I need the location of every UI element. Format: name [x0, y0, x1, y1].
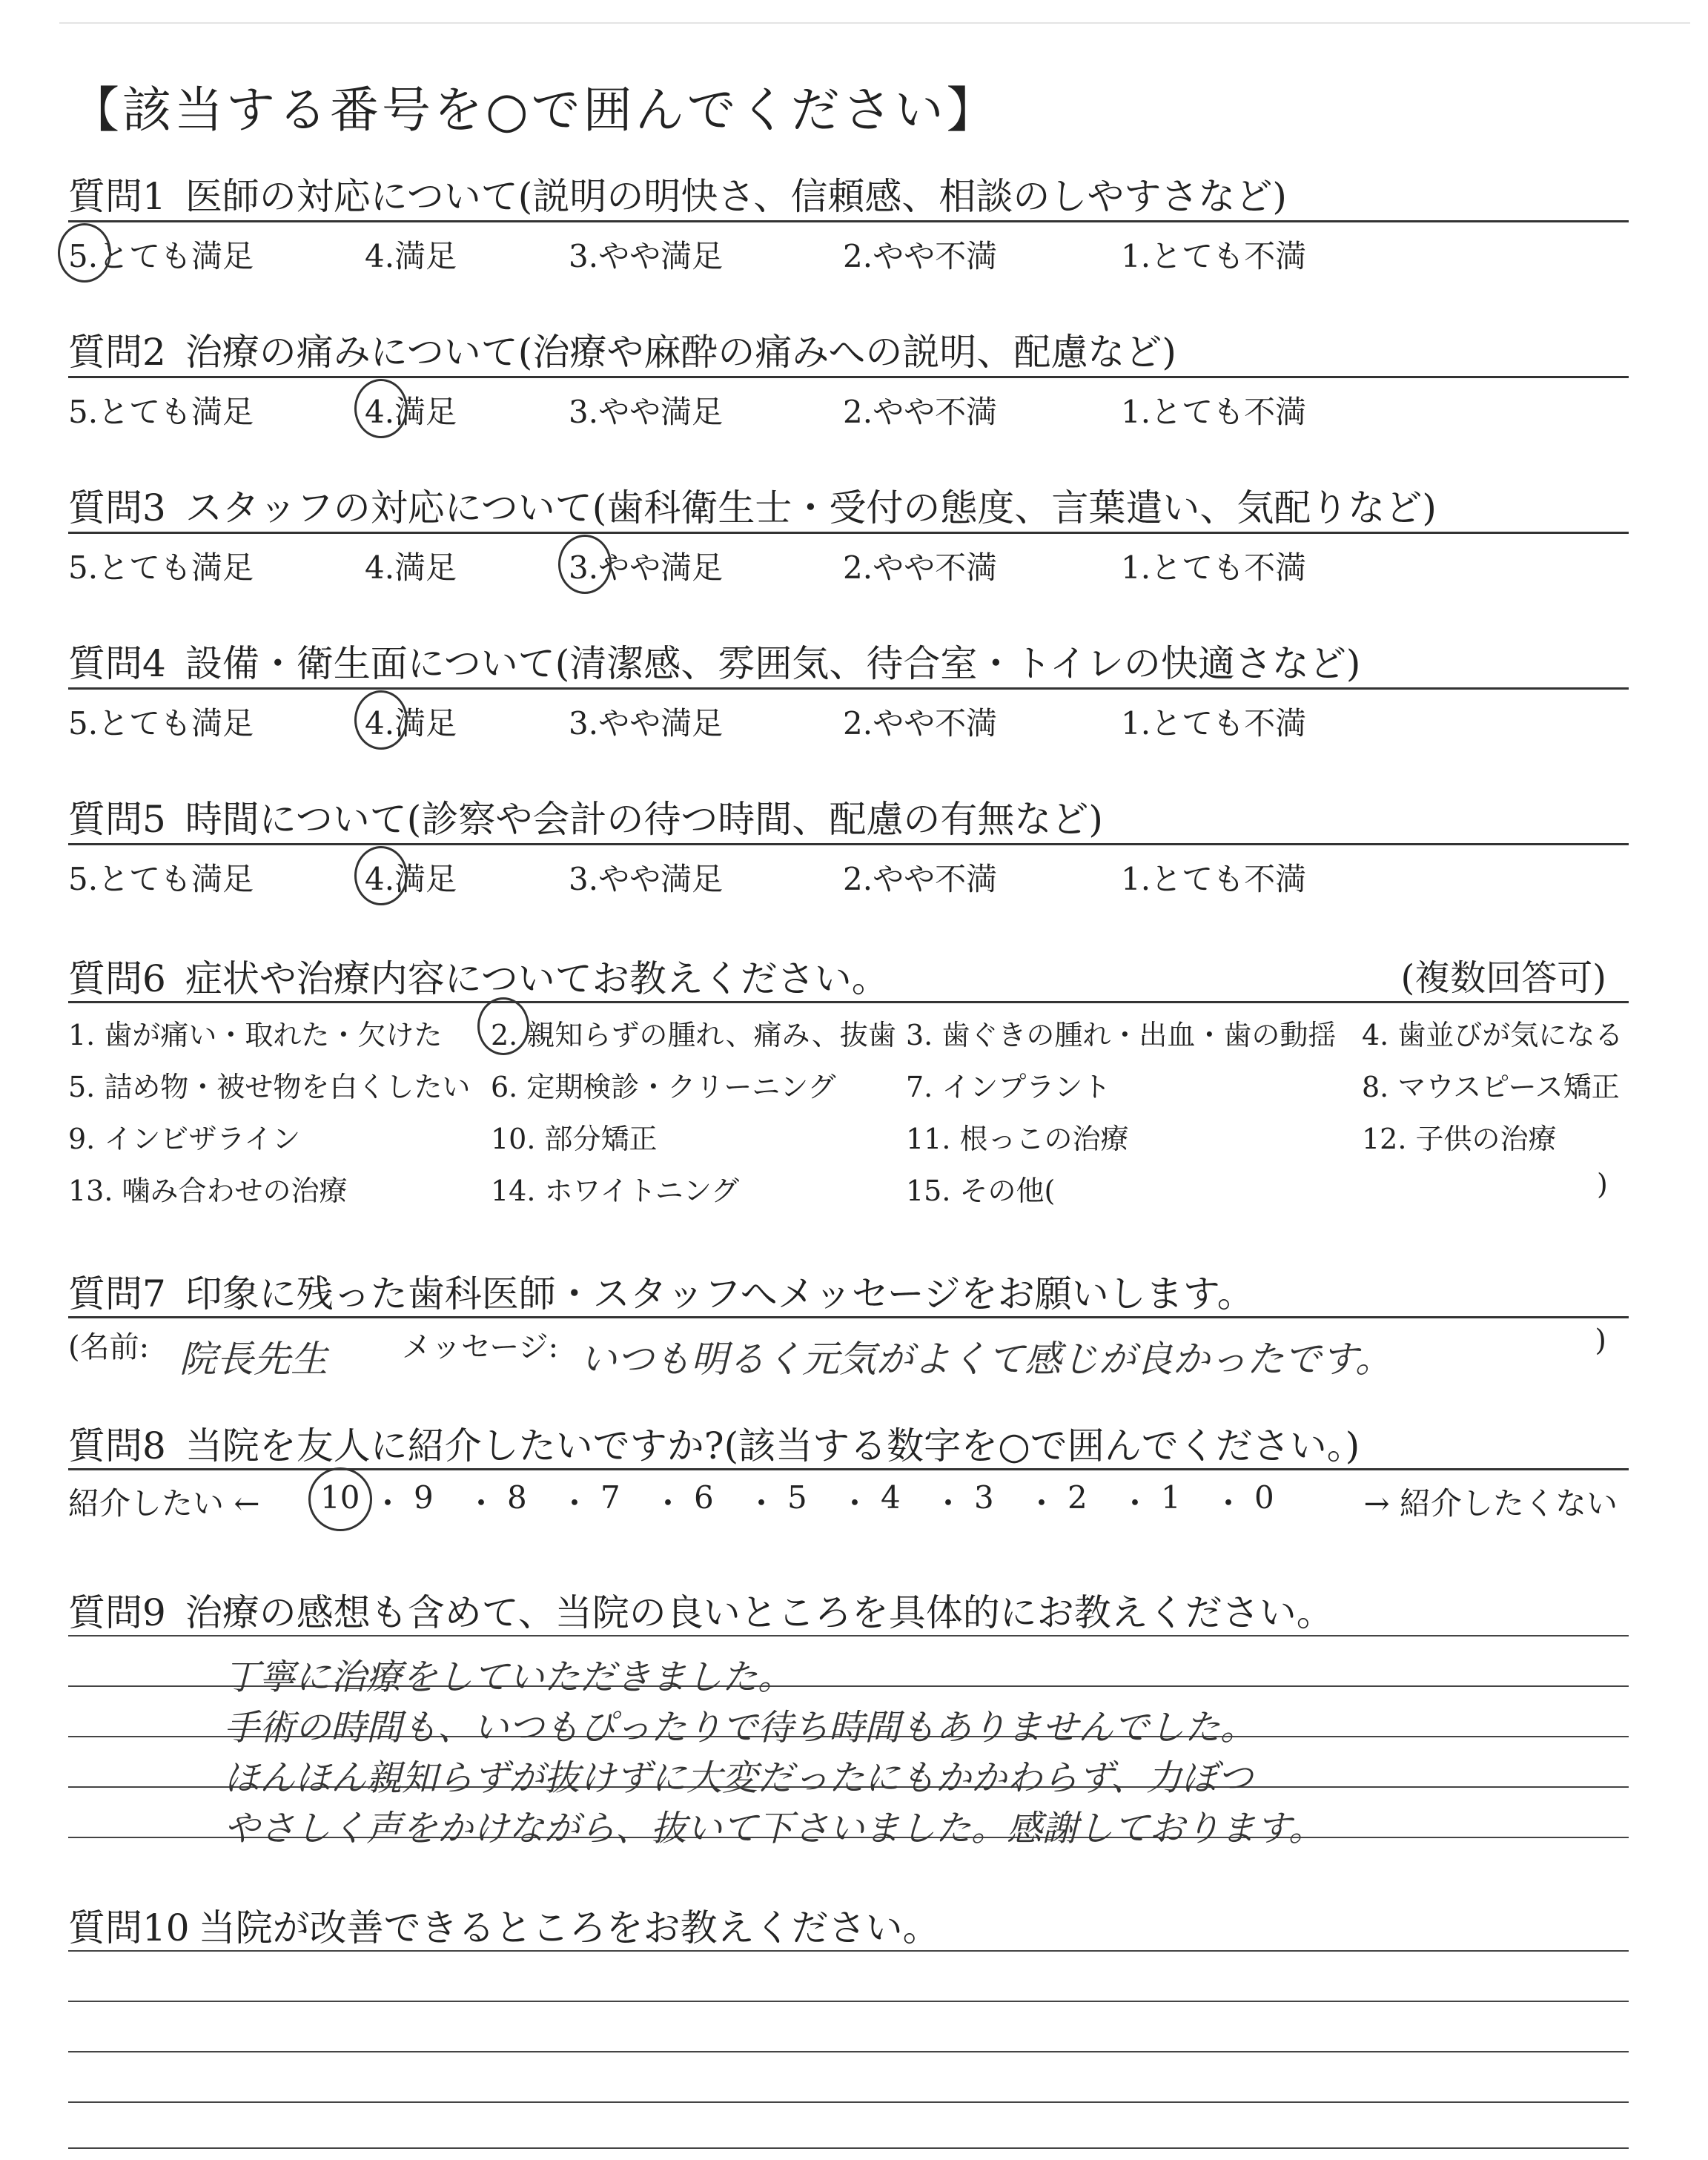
scale-value[interactable]: 2: [1068, 1479, 1088, 1516]
question-7-label: [68, 1264, 1254, 1318]
question-2-label: [68, 323, 1176, 376]
scale-dot: ・: [746, 1485, 778, 1522]
question-number: 質問9: [68, 1591, 166, 1634]
question-number: 質問3: [68, 486, 166, 529]
scale-value[interactable]: 0: [1254, 1479, 1274, 1516]
answer-line: [68, 2051, 1629, 2052]
answer-text-line: やさしく声をかけながら、抜いて下さいました。感謝しております。: [224, 1808, 1325, 1849]
rating-option[interactable]: 1.とても不満: [1121, 705, 1307, 742]
question-text: 治療の痛みについて(治療や麻酔の痛みへの説明、配慮など): [185, 331, 1176, 374]
divider: [68, 843, 1629, 845]
question-1: [68, 167, 1629, 323]
scale-left-label: 紹介したい ←: [68, 1485, 260, 1522]
rating-option[interactable]: 4.満足: [365, 549, 457, 586]
message-close: ): [1595, 1324, 1606, 1358]
divider: [68, 1001, 1629, 1003]
rating-option[interactable]: 4.満足: [365, 705, 457, 742]
rating-option[interactable]: 3.やや満足: [569, 705, 724, 742]
rating-option[interactable]: 5.とても満足: [68, 549, 254, 586]
answer-text-line: ほんほん親知らずが抜けずに大変だったにもかかわらず、力ぼつ: [224, 1757, 1254, 1799]
answer-line: [68, 2001, 1629, 2002]
scale-value[interactable]: 1: [1161, 1479, 1181, 1516]
selected-circle-mark: [477, 997, 529, 1055]
question-number: 質問4: [68, 642, 166, 685]
message-label: メッセージ:: [402, 1330, 559, 1364]
divider: [68, 376, 1629, 378]
divider: [68, 220, 1629, 222]
rating-option[interactable]: 5.とても満足: [68, 705, 254, 742]
symptom-option[interactable]: 13. 噛み合わせの治療: [68, 1175, 348, 1207]
scale-dot: ・: [1213, 1485, 1245, 1522]
question-text: スタッフの対応について(歯科衛生士・受付の態度、言葉遣い、気配りなど): [185, 486, 1437, 529]
top-border: [59, 22, 1690, 24]
question-3-label: [68, 478, 1437, 532]
rating-option[interactable]: 1.とても不満: [1121, 238, 1307, 274]
question-4: [68, 634, 1629, 790]
question-number: 質問6: [68, 957, 166, 1000]
rating-option[interactable]: 4.満足: [365, 861, 457, 897]
rating-option[interactable]: 4.満足: [365, 238, 457, 274]
answer-text-line: 丁寧に治療をしていただきました。: [224, 1657, 794, 1698]
question-8: [68, 1416, 1629, 1572]
rating-option[interactable]: 3.やや満足: [569, 394, 724, 430]
scale-dot: ・: [466, 1485, 497, 1522]
rating-option[interactable]: 2.やや不満: [843, 394, 998, 430]
question-number: 質問8: [68, 1424, 166, 1467]
selected-circle-mark: [558, 535, 612, 594]
symptom-option[interactable]: 15. その他(: [906, 1175, 1056, 1207]
question-text: 設備・衛生面について(清潔感、雰囲気、待合室・トイレの快適さなど): [185, 642, 1361, 685]
answer-line: [68, 2147, 1629, 2149]
question-5-label: [68, 790, 1103, 843]
question-text: 印象に残った歯科医師・スタッフへメッセージをお願いします。: [185, 1272, 1254, 1315]
rating-option[interactable]: 2.やや不満: [843, 861, 998, 897]
divider: [68, 532, 1629, 534]
name-answer: 院長先生: [179, 1338, 328, 1381]
symptom-option[interactable]: 11. 根っこの治療: [906, 1123, 1129, 1155]
multiple-answer-note: (複数回答可): [1400, 957, 1606, 999]
answer-line: [68, 1950, 1629, 1952]
scale-dot: ・: [1026, 1485, 1058, 1522]
selected-circle-mark: [354, 846, 408, 905]
question-text: 時間について(診察や会計の待つ時間、配慮の有無など): [185, 798, 1103, 841]
rating-option[interactable]: 2.やや不満: [843, 705, 998, 742]
scale-dot: ・: [839, 1485, 871, 1522]
scale-dot: ・: [1119, 1485, 1151, 1522]
scale-dot: ・: [652, 1485, 684, 1522]
rating-option[interactable]: 5.とても満足: [68, 394, 254, 430]
symptom-option[interactable]: 1. 歯が痛い・取れた・欠けた: [68, 1019, 443, 1051]
question-8-label: [68, 1416, 1360, 1470]
symptom-option[interactable]: 14. ホワイトニング: [491, 1175, 740, 1207]
symptom-option[interactable]: 10. 部分矯正: [491, 1123, 658, 1155]
question-text: 医師の対応について(説明の明快さ、信頼感、相談のしやすさなど): [185, 175, 1287, 218]
scale-value[interactable]: 4: [881, 1479, 901, 1516]
selected-circle-mark: [354, 379, 408, 438]
rating-option[interactable]: 1.とても不満: [1121, 394, 1307, 430]
symptom-option[interactable]: 6. 定期検診・クリーニング: [491, 1071, 836, 1103]
scale-value[interactable]: 7: [600, 1479, 620, 1516]
question-number: 質問1: [68, 175, 166, 218]
question-number: 質問7: [68, 1272, 166, 1315]
symptom-option[interactable]: 2. 親知らずの腫れ、痛み、抜歯: [491, 1019, 896, 1051]
scale-value[interactable]: 10: [320, 1479, 360, 1516]
page-title: 【該当する番号を○で囲んでください】: [70, 82, 999, 139]
scale-value[interactable]: 5: [787, 1479, 807, 1516]
rating-option[interactable]: 1.とても不満: [1121, 861, 1307, 897]
question-6-label: [68, 949, 889, 1003]
scale-right-label: → 紹介したくない: [1363, 1485, 1618, 1522]
question-2: [68, 323, 1629, 478]
other-close-paren: ): [1597, 1168, 1608, 1200]
symptom-option[interactable]: 7. インプラント: [906, 1071, 1111, 1103]
rating-option[interactable]: 3.やや満足: [569, 549, 724, 586]
answer-line: [68, 1635, 1629, 1636]
question-text: 当院を友人に紹介したいですか?(該当する数字を○で囲んでください。): [185, 1424, 1360, 1467]
question-text: 治療の感想も含めて、当院の良いところを具体的にお教えください。: [185, 1591, 1334, 1634]
rating-option[interactable]: 5.とても満足: [68, 861, 254, 897]
question-text: 症状や治療内容についてお教えください。: [185, 957, 889, 1000]
scale-value[interactable]: 3: [974, 1479, 994, 1516]
question-number: 質問2: [68, 331, 166, 374]
symptom-option[interactable]: 8. マウスピース矯正: [1362, 1071, 1620, 1103]
question-number: 質問10: [68, 1906, 190, 1949]
divider: [68, 1316, 1629, 1318]
selected-circle-mark: [308, 1467, 372, 1531]
question-1-label: [68, 167, 1287, 220]
rating-option[interactable]: 2.やや不満: [843, 238, 998, 274]
scale-value[interactable]: 9: [414, 1479, 434, 1516]
question-7: [68, 1264, 1629, 1420]
selected-circle-mark: [354, 690, 408, 750]
divider: [68, 687, 1629, 690]
recommend-scale: [320, 1479, 1343, 1524]
rating-option[interactable]: 3.やや満足: [569, 238, 724, 274]
rating-option[interactable]: 4.満足: [365, 394, 457, 430]
scale-dot: ・: [559, 1485, 591, 1522]
scale-value[interactable]: 6: [694, 1479, 714, 1516]
symptom-option[interactable]: 12. 子供の治療: [1362, 1123, 1557, 1155]
q10-answer-area: [68, 1898, 1629, 2150]
rating-option[interactable]: 2.やや不満: [843, 549, 998, 586]
answer-line: [68, 2101, 1629, 2103]
rating-option[interactable]: 1.とても不満: [1121, 549, 1307, 586]
q9-answer-area: [68, 1583, 1629, 1865]
question-5: [68, 790, 1629, 945]
message-answer: いつも明るく元気がよくて感じが良かったです。: [580, 1338, 1392, 1381]
rating-option[interactable]: 3.やや満足: [569, 861, 724, 897]
answer-text-line: 手術の時間も、いつもぴったりで待ち時間もありませんでした。: [224, 1707, 1257, 1748]
divider: [68, 1468, 1629, 1470]
question-4-label: [68, 634, 1360, 687]
scale-value[interactable]: 8: [507, 1479, 527, 1516]
selected-circle-mark: [58, 223, 111, 283]
question-3: [68, 478, 1629, 634]
symptom-option[interactable]: 3. 歯ぐきの腫れ・出血・歯の動揺: [906, 1019, 1337, 1051]
rating-option[interactable]: 5.とても満足: [68, 238, 254, 274]
symptom-option[interactable]: 5. 詰め物・被せ物を白くしたい: [68, 1071, 471, 1103]
scale-dot: ・: [372, 1485, 404, 1522]
question-text: 当院が改善できるところをお教えください。: [198, 1906, 940, 1949]
scale-dot: ・: [933, 1485, 964, 1522]
question-number: 質問5: [68, 798, 166, 841]
name-label: (名前:: [68, 1330, 150, 1364]
symptom-option[interactable]: 4. 歯並びが気になる: [1362, 1019, 1623, 1051]
symptom-option[interactable]: 9. インビザライン: [68, 1123, 301, 1155]
